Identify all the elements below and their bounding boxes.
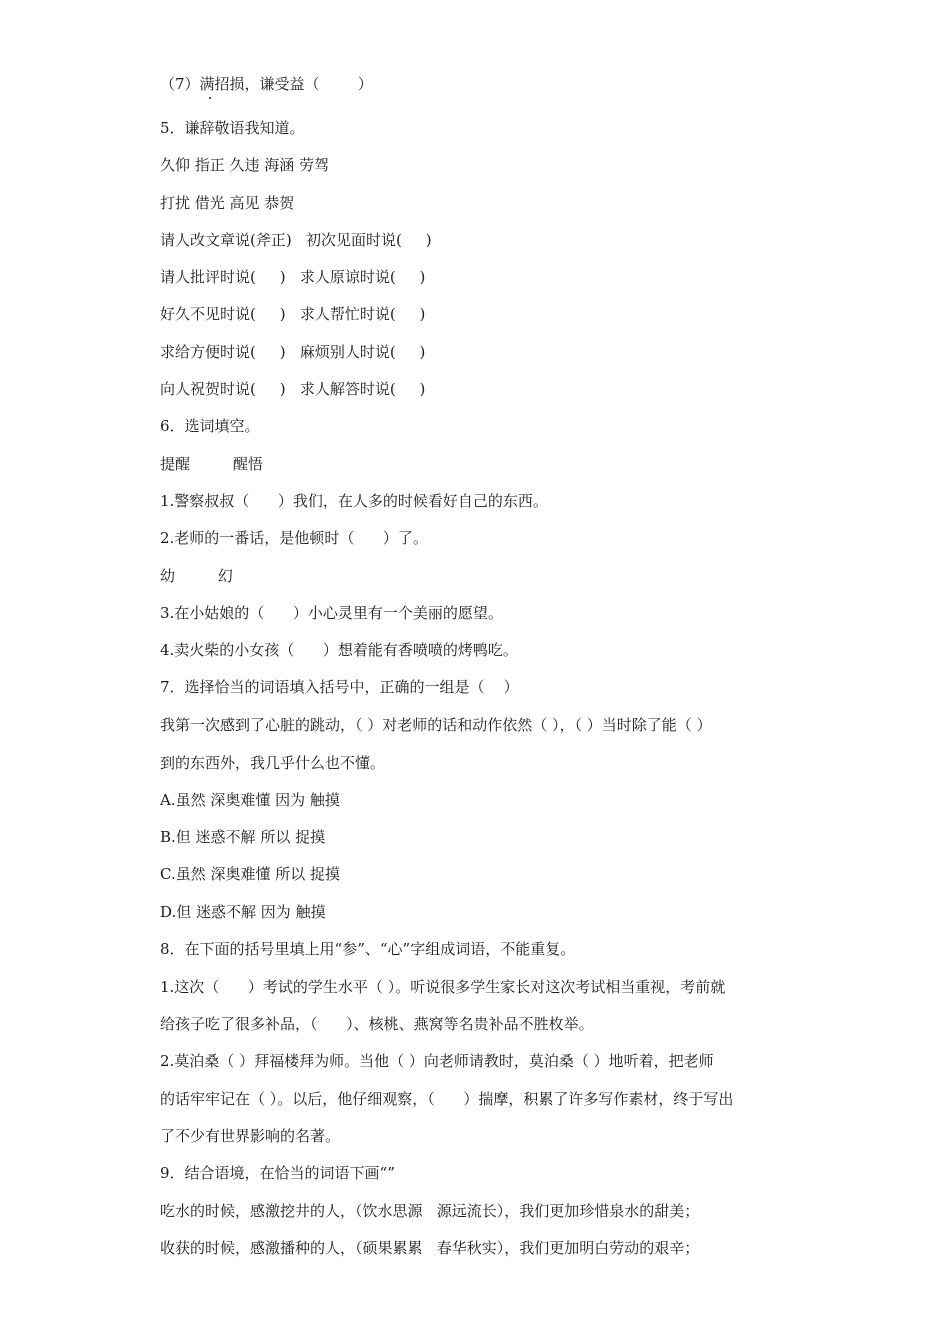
question-8-heading: 8．在下面的括号里填上用“参”、“心”字组成词语，不能重复。 — [160, 940, 576, 958]
word-bank-row-1: 久仰 指正 久违 海涵 劳驾 — [160, 156, 330, 174]
question-8-passage: 2.莫泊桑（ ）拜福楼拜为师。当他（ ）向老师请教时，莫泊桑（ ）地听着，把老师 — [160, 1052, 714, 1070]
fill-blank-item: 3.在小姑娘的（ ）小心灵里有一个美丽的愿望。 — [160, 604, 503, 622]
question-9-sentence: 吃水的时候，感激挖井的人，（饮水思源 源远流长），我们更加珍惜泉水的甜美； — [160, 1202, 700, 1220]
question-7-heading: 7．选择恰当的词语填入括号中，正确的一组是（ ） — [160, 678, 519, 696]
question-5-heading: 5．谦辞敬语我知道。 — [160, 119, 305, 137]
question-8-passage: 给孩子吃了很多补品，（ ）、核桃、燕窝等名贵补品不胜枚举。 — [160, 1015, 594, 1033]
question-9-sentence: 收获的时候，感激播种的人，（硕果累累 春华秋实），我们更加明白劳动的艰辛； — [160, 1239, 700, 1257]
fill-blank-item: 1.警察叔叔（ ）我们，在人多的时候看好自己的东西。 — [160, 492, 548, 510]
question-7-passage: 到的东西外，我几乎什么也不懂。 — [160, 754, 386, 772]
polite-phrase-row-4: 求给方便时说( ) 麻烦别人时说( ) — [160, 343, 426, 361]
option-c: C.虽然 深奥难懂 所以 捉摸 — [160, 865, 341, 883]
word-choice-pair-2: 幼 幻 — [160, 567, 233, 585]
option-a: A.虽然 深奥难懂 因为 触摸 — [160, 791, 340, 809]
polite-phrase-row-5: 向人祝贺时说( ) 求人解答时说( ) — [160, 380, 426, 398]
question-7-passage: 我第一次感到了心脏的跳动，（ ）对老师的话和动作依然（ ），（ ）当时除了能（ ） — [160, 716, 712, 734]
polite-phrase-row-2: 请人批评时说( ) 求人原谅时说( ) — [160, 268, 426, 286]
emphasis-dot — [209, 97, 211, 99]
fill-blank-item: 2.老师的一番话，是他顿时（ ）了。 — [160, 529, 428, 547]
question-8-passage: 1.这次（ ）考试的学生水平（ ）。听说很多学生家长对这次考试相当重视，考前就 — [160, 978, 726, 996]
word-bank-row-2: 打扰 借光 高见 恭贺 — [160, 194, 295, 212]
option-b: B.但 迷惑不解 所以 捉摸 — [160, 828, 326, 846]
proverb-item-7: （7）满招损，谦受益（ ） — [160, 75, 373, 93]
polite-phrase-row-1: 请人改文章说(斧正) 初次见面时说( ) — [160, 231, 432, 249]
question-8-passage: 了不少有世界影响的名著。 — [160, 1127, 341, 1145]
fill-blank-item: 4.卖火柴的小女孩（ ）想着能有香喷喷的烤鸭吃。 — [160, 641, 518, 659]
question-6-heading: 6．选词填空。 — [160, 417, 260, 435]
polite-phrase-row-3: 好久不见时说( ) 求人帮忙时说( ) — [160, 305, 426, 323]
option-d: D.但 迷惑不解 因为 触摸 — [160, 903, 326, 921]
word-choice-pair-1: 提醒 醒悟 — [160, 455, 263, 473]
question-8-passage: 的话牢牢记在（ ）。以后，他仔细观察，（ ）揣摩，积累了许多写作素材，终于写出 — [160, 1090, 734, 1108]
question-9-heading: 9．结合语境，在恰当的词语下画“” — [160, 1164, 395, 1182]
